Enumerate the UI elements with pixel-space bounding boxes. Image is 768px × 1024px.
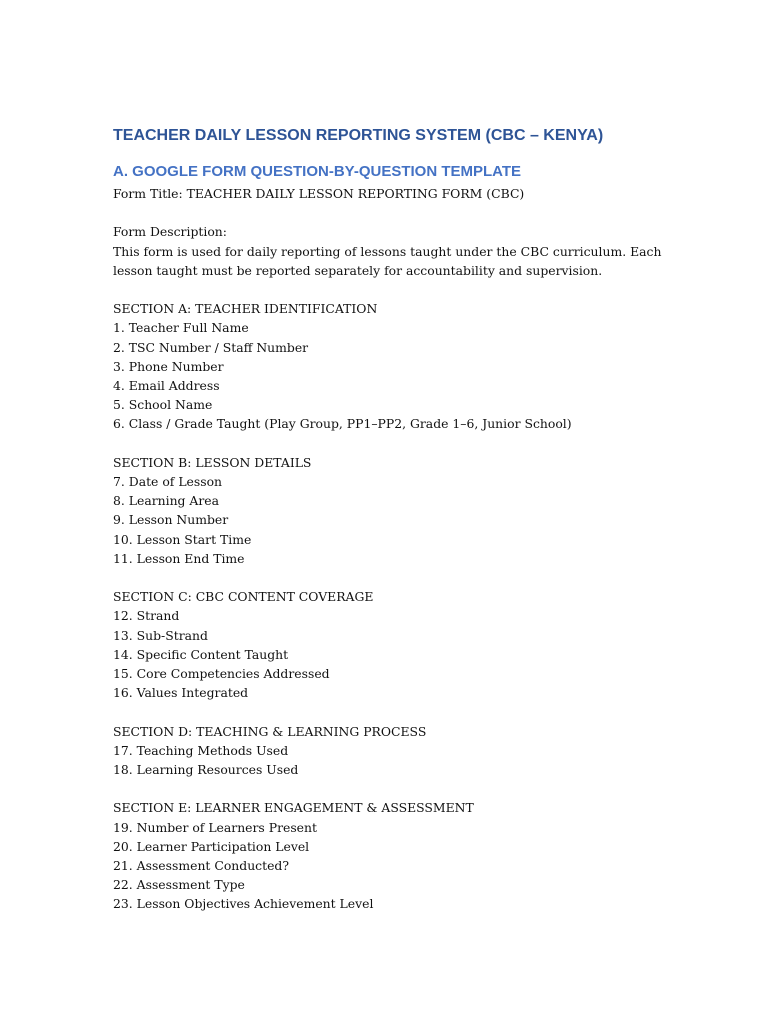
question-item: 18. Learning Resources Used xyxy=(113,762,299,778)
question-item: 4. Email Address xyxy=(113,378,220,393)
question-item: 11. Lesson End Time xyxy=(113,550,245,566)
section-heading: SECTION A: TEACHER IDENTIFICATION xyxy=(113,301,378,317)
spacer xyxy=(113,434,713,453)
spacer xyxy=(113,280,713,299)
question-item: 2. TSC Number / Staff Number xyxy=(113,339,309,355)
section-d xyxy=(113,722,713,780)
document-subtitle: A. GOOGLE FORM QUESTION-BY-QUESTION TEMPLATE xyxy=(113,163,522,180)
question-item: 9. Lesson Number xyxy=(113,512,229,528)
document-title: TEACHER DAILY LESSON REPORTING SYSTEM (CBC – KENYA) xyxy=(113,127,604,144)
question-item: 20. Learner Participation Level xyxy=(113,838,310,854)
form-description-line: lesson taught must be reported separately for accountability and supervision. xyxy=(113,262,603,278)
question-item: 5. School Name xyxy=(113,397,213,413)
form-description-label: Form Description: xyxy=(113,224,227,240)
spacer xyxy=(113,779,713,798)
section-heading: SECTION E: LEARNER ENGAGEMENT & ASSESSMENT xyxy=(113,800,474,816)
spacer xyxy=(113,203,713,222)
spacer xyxy=(113,568,713,587)
question-item: 22. Assessment Type xyxy=(113,877,245,893)
question-item: 10. Lesson Start Time xyxy=(113,531,252,547)
question-item: 14. Specific Content Taught xyxy=(113,646,289,662)
question-item: 13. Sub-Strand xyxy=(113,627,208,643)
question-item: 12. Strand xyxy=(113,608,180,624)
question-item: 23. Lesson Objectives Achievement Level xyxy=(113,896,374,912)
section-b xyxy=(113,453,713,568)
section-heading: SECTION C: CBC CONTENT COVERAGE xyxy=(113,589,374,605)
question-item: 6. Class / Grade Taught (Play Group, PP1–PP2, Grade 1–6, Junior School) xyxy=(113,416,572,432)
question-item: 19. Number of Learners Present xyxy=(113,819,317,835)
question-item: 21. Assessment Conducted? xyxy=(113,858,289,874)
form-description-line: This form is used for daily reporting of lessons taught under the CBC curriculum. Each xyxy=(113,243,662,259)
question-item: 15. Core Competencies Addressed xyxy=(113,666,330,682)
spacer xyxy=(113,702,713,721)
form-title: Form Title: TEACHER DAILY LESSON REPORTING FORM (CBC) xyxy=(113,186,525,201)
section-a xyxy=(113,299,713,433)
section-c xyxy=(113,587,713,702)
question-item: 8. Learning Area xyxy=(113,493,220,509)
question-item: 7. Date of Lesson xyxy=(113,474,223,489)
section-heading: SECTION D: TEACHING & LEARNING PROCESS xyxy=(113,723,427,739)
question-item: 3. Phone Number xyxy=(113,358,224,374)
question-item: 17. Teaching Methods Used xyxy=(113,742,289,758)
question-item: 16. Values Integrated xyxy=(113,685,249,701)
question-item: 1. Teacher Full Name xyxy=(113,320,249,336)
document-page xyxy=(113,124,713,914)
section-heading: SECTION B: LESSON DETAILS xyxy=(113,454,312,470)
section-e xyxy=(113,798,713,913)
